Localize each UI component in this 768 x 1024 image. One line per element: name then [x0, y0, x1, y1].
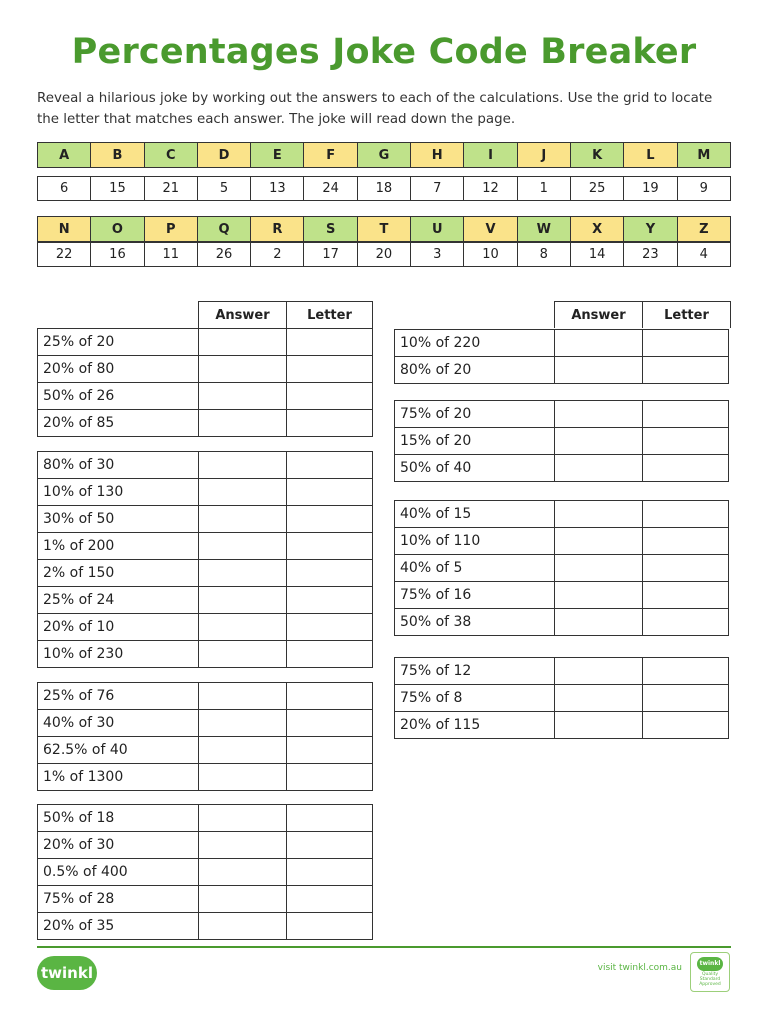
- code-number: 13: [251, 177, 304, 201]
- calc-row: [38, 410, 373, 437]
- letter-box[interactable]: [643, 582, 729, 609]
- answer-box[interactable]: [199, 533, 287, 560]
- letter-box[interactable]: [287, 356, 373, 383]
- calc-group-right-3: [394, 500, 729, 636]
- answer-header: Answer: [554, 301, 643, 328]
- letter-box[interactable]: [287, 832, 373, 859]
- code-number: 20: [357, 243, 410, 267]
- code-number: 23: [624, 243, 677, 267]
- answer-box[interactable]: [199, 410, 287, 437]
- code-letter: J: [517, 143, 570, 168]
- answer-box[interactable]: [555, 357, 643, 384]
- calc-row: [38, 329, 373, 356]
- code-number: 21: [144, 177, 197, 201]
- quality-badge-icon: [690, 952, 730, 992]
- letter-box[interactable]: [287, 383, 373, 410]
- code-letter: V: [464, 217, 517, 242]
- letter-box[interactable]: [287, 614, 373, 641]
- code-letter: Z: [677, 217, 730, 242]
- code-letter: D: [197, 143, 250, 168]
- calc-question: 50% of 40: [395, 455, 555, 482]
- letter-box[interactable]: [643, 401, 729, 428]
- code-letter: P: [144, 217, 197, 242]
- answer-box[interactable]: [199, 383, 287, 410]
- calc-question: 50% of 18: [38, 805, 199, 832]
- letter-box[interactable]: [287, 587, 373, 614]
- letter-box[interactable]: [287, 710, 373, 737]
- answer-box[interactable]: [555, 428, 643, 455]
- answer-box[interactable]: [555, 609, 643, 636]
- twinkl-logo: twinkl: [37, 956, 97, 990]
- letter-box[interactable]: [287, 329, 373, 356]
- calc-row: [395, 501, 729, 528]
- letter-box[interactable]: [287, 859, 373, 886]
- answer-box[interactable]: [555, 685, 643, 712]
- calc-row: [395, 428, 729, 455]
- answer-box[interactable]: [199, 356, 287, 383]
- letter-box[interactable]: [287, 506, 373, 533]
- instructions-text: Reveal a hilarious joke by working out the answers to each of the calculations. Use the grid to locate the letter that matches each answer. The joke will read down the page.: [37, 91, 713, 127]
- calc-row: [395, 582, 729, 609]
- code-letter: N: [38, 217, 91, 242]
- calc-group-right-1: [394, 329, 729, 384]
- code-letter: W: [517, 217, 570, 242]
- calc-row: [395, 658, 729, 685]
- letter-box[interactable]: [287, 452, 373, 479]
- footer-divider: [37, 946, 731, 948]
- calc-question: 10% of 220: [395, 330, 555, 357]
- code-grid-letters-a-m: [37, 142, 731, 168]
- right-column-header: [554, 301, 731, 328]
- calc-group-left-1: [37, 328, 373, 437]
- calc-group-left-2: [37, 451, 373, 668]
- calc-question: 25% of 24: [38, 587, 199, 614]
- code-letter: K: [570, 143, 623, 168]
- badge-caption: Quality Standard Approved: [699, 972, 721, 987]
- calc-row: [395, 609, 729, 636]
- answer-box[interactable]: [199, 614, 287, 641]
- code-number: 8: [517, 243, 570, 267]
- letter-box[interactable]: [643, 501, 729, 528]
- code-number: 5: [197, 177, 250, 201]
- calc-question: 75% of 28: [38, 886, 199, 913]
- answer-box[interactable]: [555, 658, 643, 685]
- code-number: 14: [570, 243, 623, 267]
- calc-row: [38, 479, 373, 506]
- code-letter: A: [38, 143, 91, 168]
- answer-box[interactable]: [199, 587, 287, 614]
- page-title: Percentages Joke Code Breaker: [71, 32, 697, 72]
- code-number: 24: [304, 177, 357, 201]
- code-letter: G: [357, 143, 410, 168]
- letter-box[interactable]: [287, 764, 373, 791]
- code-number: 26: [197, 243, 250, 267]
- letter-box[interactable]: [287, 805, 373, 832]
- calc-row: [38, 832, 373, 859]
- code-letter: O: [91, 217, 144, 242]
- answer-box[interactable]: [199, 560, 287, 587]
- code-number: 11: [144, 243, 197, 267]
- visit-website-link[interactable]: visit twinkl.com.au: [597, 963, 682, 973]
- letter-box[interactable]: [287, 913, 373, 940]
- letter-box[interactable]: [287, 560, 373, 587]
- calc-question: 20% of 85: [38, 410, 199, 437]
- code-letter: M: [677, 143, 730, 168]
- answer-box[interactable]: [199, 913, 287, 940]
- calc-row: [395, 330, 729, 357]
- calc-row: [38, 913, 373, 940]
- code-letter: Y: [624, 217, 677, 242]
- answer-box[interactable]: [199, 832, 287, 859]
- calc-question: 25% of 76: [38, 683, 199, 710]
- calc-row: [38, 859, 373, 886]
- code-number: 16: [91, 243, 144, 267]
- code-letter: L: [624, 143, 677, 168]
- answer-box[interactable]: [199, 641, 287, 668]
- calc-group-left-3: [37, 682, 373, 791]
- letter-box[interactable]: [287, 886, 373, 913]
- calc-question: 20% of 115: [395, 712, 555, 739]
- letter-box[interactable]: [287, 533, 373, 560]
- answer-box[interactable]: [555, 401, 643, 428]
- calc-row: [38, 587, 373, 614]
- letter-box[interactable]: [287, 479, 373, 506]
- code-number: 15: [91, 177, 144, 201]
- code-letter: Q: [197, 217, 250, 242]
- calc-group-right-2: [394, 400, 729, 482]
- code-letter: T: [357, 217, 410, 242]
- letter-box[interactable]: [643, 712, 729, 739]
- calc-question: 75% of 8: [395, 685, 555, 712]
- calc-row: [38, 383, 373, 410]
- code-number: 25: [570, 177, 623, 201]
- calc-row: [38, 560, 373, 587]
- answer-box[interactable]: [199, 764, 287, 791]
- code-letter: U: [411, 217, 464, 242]
- answer-box[interactable]: [555, 455, 643, 482]
- calc-question: 75% of 20: [395, 401, 555, 428]
- code-grid-numbers-n-z: [37, 242, 731, 267]
- answer-box[interactable]: [555, 330, 643, 357]
- answer-header: Answer: [198, 301, 287, 328]
- calc-question: 30% of 50: [38, 506, 199, 533]
- calc-row: [38, 356, 373, 383]
- letter-box[interactable]: [643, 555, 729, 582]
- calc-question: 25% of 20: [38, 329, 199, 356]
- calc-row: [395, 357, 729, 384]
- code-letter: B: [91, 143, 144, 168]
- answer-box[interactable]: [199, 683, 287, 710]
- letter-box[interactable]: [643, 330, 729, 357]
- letter-box[interactable]: [287, 410, 373, 437]
- code-letter: E: [251, 143, 304, 168]
- calc-question: 62.5% of 40: [38, 737, 199, 764]
- calc-question: 0.5% of 400: [38, 859, 199, 886]
- code-number: 10: [464, 243, 517, 267]
- calc-row: [395, 528, 729, 555]
- answer-box[interactable]: [199, 329, 287, 356]
- calc-row: [395, 455, 729, 482]
- calc-question: 50% of 26: [38, 383, 199, 410]
- calc-question: 50% of 38: [395, 609, 555, 636]
- answer-box[interactable]: [199, 805, 287, 832]
- answer-box[interactable]: [555, 555, 643, 582]
- calc-row: [38, 614, 373, 641]
- code-number: 1: [517, 177, 570, 201]
- badge-logo: twinkl: [697, 957, 723, 971]
- code-letter: H: [411, 143, 464, 168]
- answer-box[interactable]: [199, 506, 287, 533]
- letter-box[interactable]: [643, 685, 729, 712]
- code-grid-numbers-a-m: [37, 176, 731, 201]
- calc-question: 40% of 15: [395, 501, 555, 528]
- code-letter: C: [144, 143, 197, 168]
- calc-group-left-4: [37, 804, 373, 940]
- letter-box[interactable]: [643, 455, 729, 482]
- code-number: 6: [38, 177, 91, 201]
- letter-box[interactable]: [643, 609, 729, 636]
- answer-box[interactable]: [199, 452, 287, 479]
- calc-row: [38, 506, 373, 533]
- answer-box[interactable]: [199, 479, 287, 506]
- letter-box[interactable]: [287, 641, 373, 668]
- calc-question: 1% of 1300: [38, 764, 199, 791]
- calc-question: 40% of 5: [395, 555, 555, 582]
- letter-header: Letter: [643, 301, 731, 328]
- answer-box[interactable]: [555, 712, 643, 739]
- answer-box[interactable]: [555, 528, 643, 555]
- calc-question: 2% of 150: [38, 560, 199, 587]
- calc-question: 10% of 110: [395, 528, 555, 555]
- calc-group-right-4: [394, 657, 729, 739]
- calc-row: [38, 533, 373, 560]
- code-letter: X: [570, 217, 623, 242]
- calc-row: [38, 683, 373, 710]
- answer-box[interactable]: [199, 737, 287, 764]
- calc-row: [38, 805, 373, 832]
- calc-row: [38, 764, 373, 791]
- left-column-header: [198, 301, 373, 328]
- letter-box[interactable]: [287, 737, 373, 764]
- answer-box[interactable]: [555, 582, 643, 609]
- calc-question: 10% of 230: [38, 641, 199, 668]
- code-letter: S: [304, 217, 357, 242]
- calc-question: 40% of 30: [38, 710, 199, 737]
- letter-header: Letter: [287, 301, 373, 328]
- calc-row: [38, 737, 373, 764]
- letter-box[interactable]: [287, 683, 373, 710]
- code-number: 9: [677, 177, 730, 201]
- answer-box[interactable]: [199, 859, 287, 886]
- calc-question: 80% of 20: [395, 357, 555, 384]
- calc-row: [395, 555, 729, 582]
- calc-row: [395, 401, 729, 428]
- code-number: 2: [251, 243, 304, 267]
- code-letter: R: [251, 217, 304, 242]
- code-number: 4: [677, 243, 730, 267]
- calc-row: [38, 886, 373, 913]
- code-number: 3: [411, 243, 464, 267]
- code-number: 7: [411, 177, 464, 201]
- letter-box[interactable]: [643, 357, 729, 384]
- calc-question: 20% of 10: [38, 614, 199, 641]
- code-number: 19: [624, 177, 677, 201]
- calc-question: 20% of 80: [38, 356, 199, 383]
- code-grid-letters-n-z: [37, 216, 731, 242]
- calc-question: 1% of 200: [38, 533, 199, 560]
- calc-question: 15% of 20: [395, 428, 555, 455]
- calc-row: [395, 685, 729, 712]
- calc-row: [38, 452, 373, 479]
- answer-box[interactable]: [199, 710, 287, 737]
- letter-box[interactable]: [643, 528, 729, 555]
- calc-question: 75% of 16: [395, 582, 555, 609]
- code-letter: I: [464, 143, 517, 168]
- calc-row: [38, 710, 373, 737]
- code-number: 18: [357, 177, 410, 201]
- letter-box[interactable]: [643, 658, 729, 685]
- code-number: 22: [38, 243, 91, 267]
- answer-box[interactable]: [199, 886, 287, 913]
- letter-box[interactable]: [643, 428, 729, 455]
- calc-question: 80% of 30: [38, 452, 199, 479]
- calc-question: 75% of 12: [395, 658, 555, 685]
- calc-row: [38, 641, 373, 668]
- code-number: 17: [304, 243, 357, 267]
- code-letter: F: [304, 143, 357, 168]
- calc-question: 10% of 130: [38, 479, 199, 506]
- calc-question: 20% of 30: [38, 832, 199, 859]
- calc-row: [395, 712, 729, 739]
- answer-box[interactable]: [555, 501, 643, 528]
- code-number: 12: [464, 177, 517, 201]
- calc-question: 20% of 35: [38, 913, 199, 940]
